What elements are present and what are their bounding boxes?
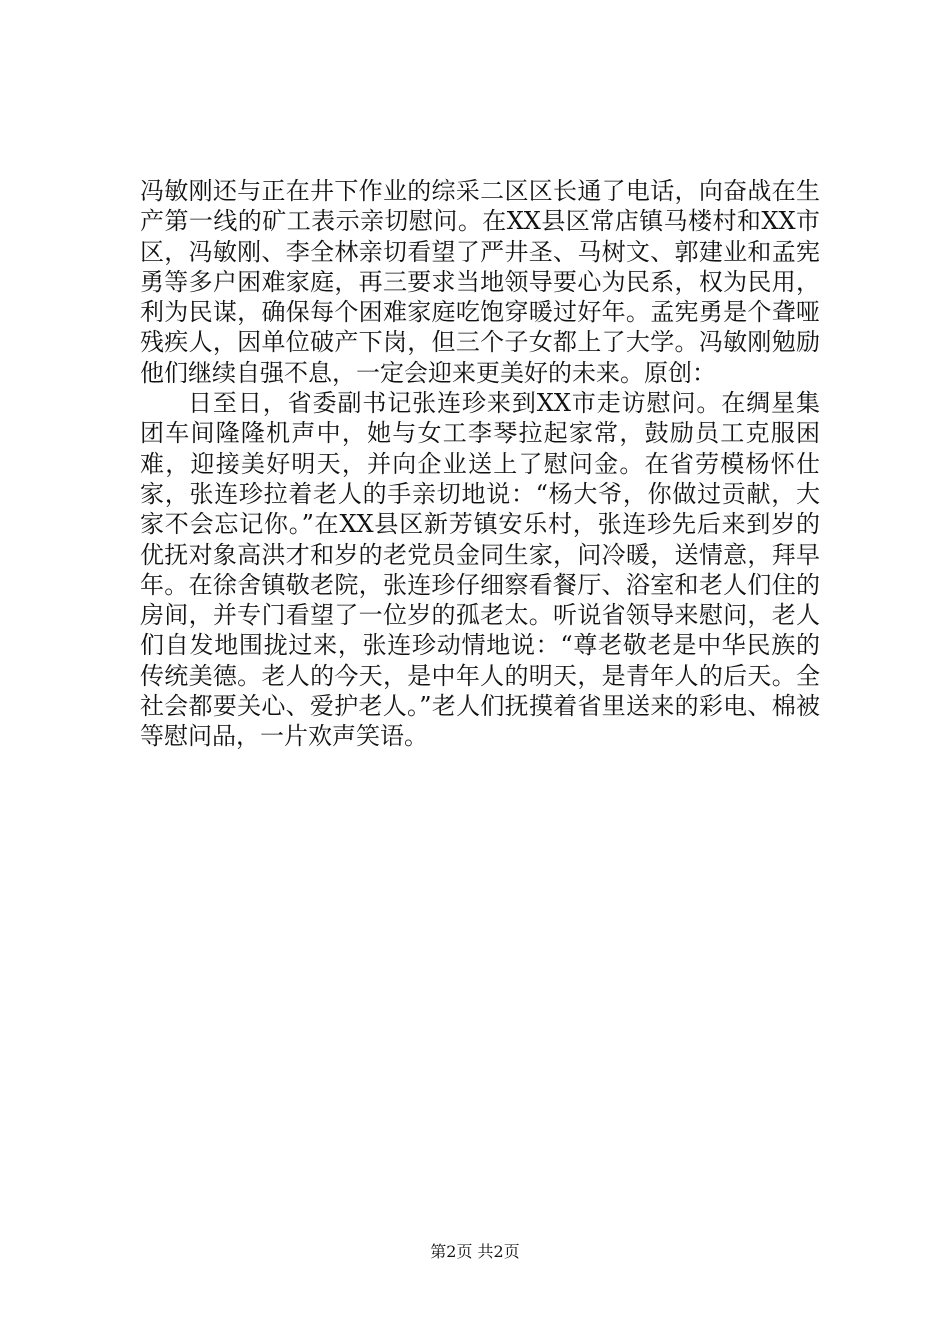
document-body (140, 176, 820, 752)
paragraph-2: 日至日，省委副书记张连珍来到XX市走访慰问。在绸星集团车间隆隆机声中，她与女工李琴拉起家常，鼓励员工克服困难，迎接美好明天，并向企业送上了慰问金。在省劳模杨怀仕家，张连珍拉着老人的手亲切地说：“杨大爷，你做过贡献，大家不会忘记你。”在XX县区新芳镇安乐村，张连珍先后来到岁的优抚对象高洪才和岁的老党员金同生家，问冷暖，送情意，拜早年。在徐舍镇敬老院，张连珍仔细察看餐厅、浴室和老人们住的房间，并专门看望了一位岁的孤老太。听说省领导来慰问，老人们自发地围拢过来，张连珍动情地说：“尊老敬老是中华民族的传统美德。老人的今天，是中年人的明天，是青年人的后天。全社会都要关心、爱护老人。”老人们抚摸着省里送来的彩电、棉被等慰问品，一片欢声笑语。 (140, 389, 820, 751)
paragraph-1: 冯敏刚还与正在井下作业的综采二区区长通了电话，向奋战在生产第一线的矿工表示亲切慰问。在XX县区常店镇马楼村和XX市区，冯敏刚、李全林亲切看望了严井圣、马树文、郭建业和孟宪勇等多户困难家庭，再三要求当地领导要心为民系，权为民用，利为民谋，确保每个困难家庭吃饱穿暖过好年。孟宪勇是个聋哑残疾人，因单位破产下岗，但三个子女都上了大学。冯敏刚勉励他们继续自强不息，一定会迎来更美好的未来。原创： (140, 177, 820, 387)
page-footer: 第2页 共2页 (430, 1242, 520, 1261)
